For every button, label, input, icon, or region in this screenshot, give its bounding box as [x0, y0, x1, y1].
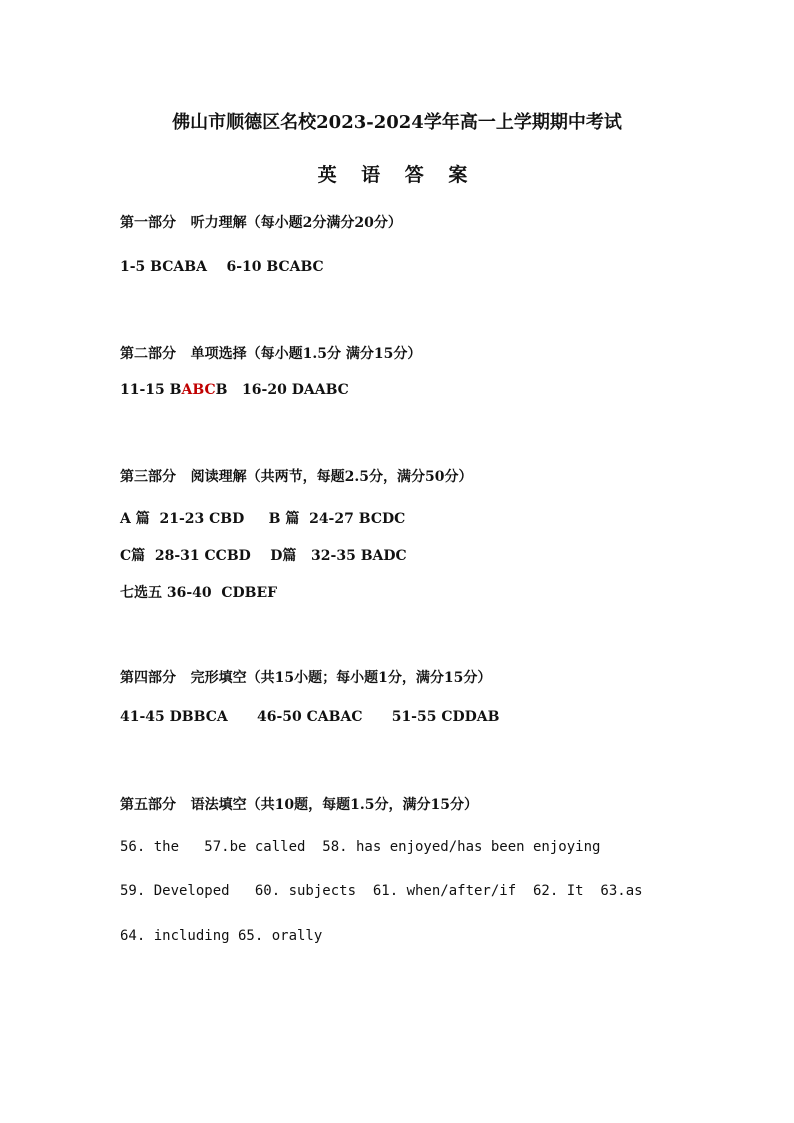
- page-title: 佛山市顺德区名校2023-2024学年高一上学期期中考试: [172, 112, 622, 133]
- part3-answers-row1: A 篇 21-23 CBD B 篇 24-27 BCDC: [120, 511, 406, 527]
- page-subtitle: 英 语 答 案: [317, 164, 477, 186]
- part3-heading: 第三部分 阅读理解（共两节，每题2.5分，满分50分）: [120, 469, 473, 485]
- part1-answers: 1-5 BCABA 6-10 BCABC: [120, 259, 324, 275]
- part3-answers-row2: C篇 28-31 CCBD D篇 32-35 BADC: [120, 548, 407, 564]
- part2-answers: [120, 382, 349, 398]
- part3-answers-row3: 七选五 36-40 CDBEF: [120, 585, 278, 601]
- part4-answers: 41-45 DBBCA 46-50 CABAC 51-55 CDDAB: [120, 709, 500, 725]
- part2-answers-prefix: 11-15 B: [120, 382, 182, 398]
- part5-answers-row3: 64. including 65. orally: [120, 928, 323, 944]
- part1-heading: 第一部分 听力理解（每小题2分满分20分）: [120, 215, 402, 231]
- part4-heading: 第四部分 完形填空（共15小题；每小题1分，满分15分）: [120, 670, 492, 686]
- part2-answers-suffix: B 16-20 DAABC: [215, 382, 349, 398]
- part5-heading: 第五部分 语法填空（共10题，每题1.5分，满分15分）: [120, 797, 478, 813]
- part2-heading: 第二部分 单项选择（每小题1.5分 满分15分）: [120, 346, 422, 362]
- part5-answers-row2: 59. Developed 60. subjects 61. when/after/if 62. It 63.as: [120, 883, 643, 899]
- part2-answers-highlight: ABC: [181, 382, 216, 398]
- part5-answers-row1: 56. the 57.be called 58. has enjoyed/has been enjoying: [120, 839, 601, 855]
